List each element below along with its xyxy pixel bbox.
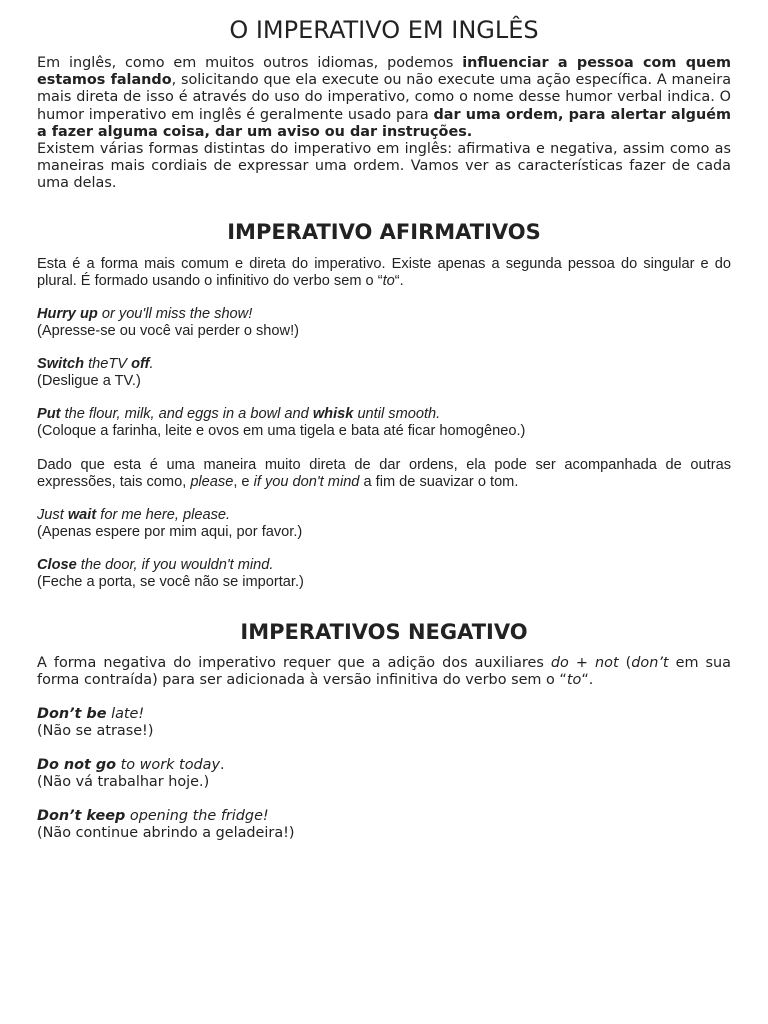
example-affirmative-3 xyxy=(37,406,731,440)
polite-italic: if you don't mind xyxy=(253,474,360,490)
example-english xyxy=(37,706,731,723)
example-rest: until smooth. xyxy=(353,406,441,422)
affirmative-description xyxy=(37,256,731,290)
polite-italic: please xyxy=(190,474,234,490)
example-verb: Switch xyxy=(37,356,85,372)
desc-text: “. xyxy=(581,672,594,689)
intro-text: Em inglês, como em muitos outros idiomas, podemos xyxy=(37,55,463,71)
desc-italic: to xyxy=(382,273,395,289)
example-english xyxy=(37,306,731,323)
example-rest: for me here, please. xyxy=(96,507,231,523)
section-heading-affirmative: IMPERATIVO AFIRMATIVOS xyxy=(227,220,541,244)
example-verb: Don’t keep xyxy=(37,808,126,824)
desc-text: em sua forma contraída) para ser adicionada à versão infinitiva do verbo sem o “ xyxy=(37,655,731,689)
intro-paragraph-2: Existem várias formas distintas do imperativo em inglês: afirmativa e negativa, assim como as maneiras mais cordiais de expressar uma ordem. Vamos ver as características fazer de cada uma delas. xyxy=(37,141,731,192)
example-negative-1 xyxy=(37,706,731,740)
example-affirmative-4 xyxy=(37,507,731,541)
intro-text: , solicitando que ela execute ou não execute uma ação específica. A maneira mais direta de isso é através do uso do imperativo, como o nome desse humor verbal indica. O humor imperativo em inglês é geralmente usado para xyxy=(37,72,732,123)
desc-text: “. xyxy=(394,273,404,289)
example-verb: Close xyxy=(37,557,77,573)
example-rest: theTV xyxy=(84,356,132,372)
example-translation: (Não se atrase!) xyxy=(37,723,154,740)
example-translation: (Feche a porta, se você não se importar.) xyxy=(37,574,304,590)
example-rest: the door, if you wouldn't mind. xyxy=(76,557,274,573)
example-english xyxy=(37,406,731,423)
example-particle: off xyxy=(131,356,150,372)
example-rest: . xyxy=(149,356,154,372)
example-english xyxy=(37,757,731,774)
section-heading-negative: IMPERATIVOS NEGATIVO xyxy=(240,620,528,644)
example-verb: Do not go xyxy=(37,757,117,773)
example-affirmative-1 xyxy=(37,306,731,340)
negative-description xyxy=(37,655,731,689)
intro-section xyxy=(37,55,731,193)
example-translation: (Apresse-se ou você vai perder o show!) xyxy=(37,323,299,339)
example-translation: (Desligue a TV.) xyxy=(37,373,141,389)
desc-italic: don’t xyxy=(631,655,669,671)
example-english xyxy=(37,507,731,524)
polite-description xyxy=(37,457,731,491)
example-rest: the flour, milk, and eggs in a bowl and xyxy=(60,406,313,422)
example-translation: (Não continue abrindo a geladeira!) xyxy=(37,825,295,842)
example-rest: to work today xyxy=(116,757,220,773)
example-english xyxy=(37,557,731,574)
page-title: O IMPERATIVO EM INGLÊS xyxy=(229,16,539,44)
desc-text: Esta é a forma mais comum e direta do imperativo. Existe apenas a segunda pessoa do singular e do plural. É formado usando o infinitivo do verbo sem o “ xyxy=(37,256,731,289)
example-verb: wait xyxy=(67,507,97,523)
example-rest: or you'll miss the show! xyxy=(97,306,253,322)
intro-bold-text: dar uma ordem, para alertar alguém a fazer alguma coisa, dar um aviso ou dar instruções. xyxy=(37,106,731,140)
example-negative-2 xyxy=(37,757,731,791)
example-english xyxy=(37,356,731,373)
example-rest: Just xyxy=(37,507,68,523)
example-verb: whisk xyxy=(312,406,354,422)
example-rest: opening the fridge! xyxy=(125,808,269,824)
example-period: . xyxy=(219,757,225,773)
example-translation: (Coloque a farinha, leite e ovos em uma tigela e bata até ficar homogêneo.) xyxy=(37,423,526,439)
polite-text: , e xyxy=(233,474,254,490)
intro-bold-text: influenciar a pessoa com quem estamos falando xyxy=(37,55,731,89)
example-verb: Put xyxy=(37,406,61,422)
example-translation: (Não vá trabalhar hoje.) xyxy=(37,774,210,791)
example-affirmative-5 xyxy=(37,557,731,591)
example-negative-3 xyxy=(37,808,731,842)
polite-text: Dado que esta é uma maneira muito direta de dar ordens, ela pode ser acompanhada de outras expressões, tais como, xyxy=(37,457,731,490)
desc-text: A forma negativa do imperativo requer que a adição dos auxiliares xyxy=(37,655,551,671)
example-verb: Don’t be xyxy=(37,706,107,722)
example-english xyxy=(37,808,731,825)
example-rest: late! xyxy=(106,706,145,722)
polite-text: a fim de suavizar o tom. xyxy=(359,474,519,490)
desc-italic: to xyxy=(566,672,582,689)
example-translation: (Apenas espere por mim aqui, por favor.) xyxy=(37,524,303,540)
desc-italic: do + not xyxy=(550,655,619,671)
example-affirmative-2 xyxy=(37,356,731,390)
example-verb: Hurry up xyxy=(37,306,98,322)
desc-text: ( xyxy=(618,655,632,671)
